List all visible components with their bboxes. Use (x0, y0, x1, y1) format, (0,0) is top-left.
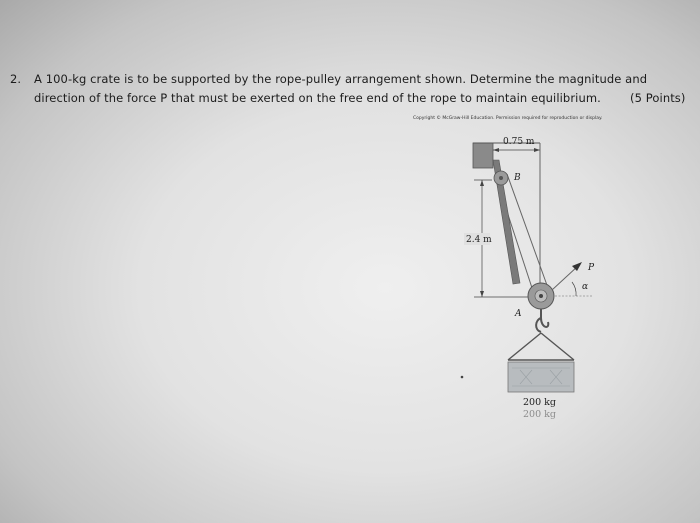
problem-text-line-2: direction of the force P that must be exerted on the free end of the rope to maintain equilibrium. (34, 91, 601, 105)
angle-arc (572, 282, 576, 296)
label-p: P (588, 263, 595, 273)
label-b: B (514, 173, 521, 183)
stray-dot (461, 376, 464, 379)
points-label: (5 Points) (630, 91, 686, 105)
ceiling-support (473, 143, 493, 168)
crate-mass-label-ghost: 200 kg (523, 409, 556, 420)
sling-right (541, 333, 574, 360)
dimension-0-75m: 0.75 m (503, 137, 535, 147)
label-alpha: α (582, 282, 589, 292)
copyright-notice: Copyright © McGraw-Hill Education. Permission required for reproduction or display. (413, 116, 603, 121)
label-a: A (515, 309, 522, 319)
dimension-2-4m: 2.4 m (466, 235, 492, 245)
problem-text-line-1: A 100-kg crate is to be supported by the rope-pulley arrangement shown. Determine the magnitude and (34, 72, 648, 86)
problem-number: 2. (10, 72, 22, 86)
crate-mass-label: 200 kg (523, 397, 556, 408)
hook (536, 309, 548, 332)
crate (508, 362, 574, 392)
rope-free-end (552, 266, 578, 290)
sling-left (508, 333, 541, 360)
